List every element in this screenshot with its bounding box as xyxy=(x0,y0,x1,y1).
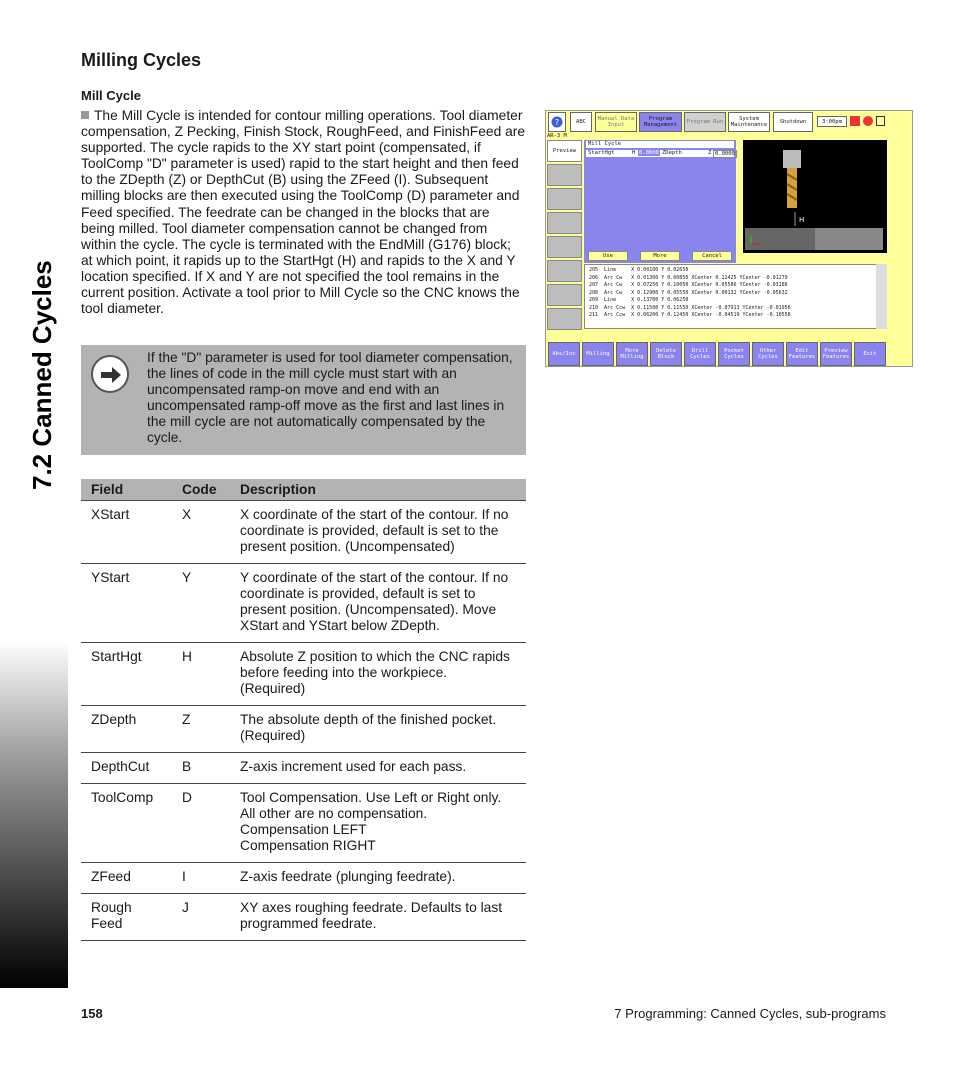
code-listing[interactable] xyxy=(584,264,887,329)
zdepth-code: Z xyxy=(708,150,712,156)
status-text: AR-3 M xyxy=(547,133,567,139)
dialog-title: Mill Cycle xyxy=(586,141,734,148)
body-paragraph xyxy=(81,108,526,317)
table-cell-code: B xyxy=(172,752,230,783)
starthgt-label: StartHgt xyxy=(588,150,615,156)
table-cell-field: StartHgt xyxy=(81,642,172,705)
softkey-preview-features[interactable]: Preview Features xyxy=(820,342,852,366)
alarm-icon xyxy=(863,116,873,126)
cnc-screenshot xyxy=(545,110,913,367)
code-line[interactable]: 211 Arc Ccw X 0.06200 Y 0.12450 XCenter -0.04519 YCenter -0.10558 xyxy=(589,312,791,318)
table-row xyxy=(81,752,526,783)
clock-display: 3:00pm xyxy=(817,116,847,127)
table-cell-field: DepthCut xyxy=(81,752,172,783)
note-box xyxy=(81,345,526,455)
side-tab xyxy=(0,0,68,988)
body-paragraph-text: The Mill Cycle is intended for contour milling operations. Tool diameter compensation, Z Pecking, Finish Stock, RoughFeed, and FinishFeed are supported. The cycle rapids to the XY start point (compensated, if ToolComp "D" parameter is used) rapid to the start height and then feed to the ZDepth (Z) or DepthCut (B) using the ZFeed (I). Subsequent milling blocks are then executed using the ToolComp (D) parameter and Feed specified. The feedrate can be changed in the blocks that are being milled. Tool diameter compensation cannot be changed from within the cycle. The cycle is terminated with the EndMill (G176) block; at which point, it rapids up to the StartHgt (H) and rapids to the X and Y location specified. If X and Y are not specified the tool remains in the current position. Activate a tool prior to Mill Cycle so the CNC knows the tool diameter. xyxy=(81,108,526,317)
table-cell-code: Y xyxy=(172,563,230,642)
table-cell-desc: X coordinate of the start of the contour. If no coordinate is provided, default is set to the present position. (Uncompensated) xyxy=(230,500,526,563)
table-cell-code: D xyxy=(172,783,230,862)
code-line[interactable]: 210 Arc Ccw X 0.11500 Y 0.11550 XCenter -0.07913 YCenter -0.01956 xyxy=(589,304,791,311)
table-cell-code: J xyxy=(172,893,230,940)
mill-cycle-dialog xyxy=(584,140,736,263)
mill-icon-tab-4[interactable] xyxy=(547,236,582,258)
table-row xyxy=(81,500,526,563)
softkey-drill-cycles[interactable]: Drill Cycles xyxy=(684,342,716,366)
mill-icon-tab-1[interactable] xyxy=(547,164,582,186)
chapter-footer: 7 Programming: Canned Cycles, sub-programs xyxy=(614,1006,886,1021)
softkey-edit-features[interactable]: Edit Features xyxy=(786,342,818,366)
header-field: Field xyxy=(81,479,172,500)
abc-button[interactable]: ABC xyxy=(570,112,592,132)
section-subtitle: Mill Cycle xyxy=(81,88,141,103)
help-button[interactable] xyxy=(548,112,566,132)
table-cell-desc: Z-axis increment used for each pass. xyxy=(230,752,526,783)
header-description: Description xyxy=(230,479,526,500)
zdepth-input[interactable]: 0.0000 xyxy=(715,151,735,157)
table-cell-field: ZFeed xyxy=(81,862,172,893)
bullet-icon xyxy=(81,111,89,119)
table-row xyxy=(81,783,526,862)
softkey-other-cycles[interactable]: Other Cycles xyxy=(752,342,784,366)
side-tab-title: 7.2 Canned Cycles xyxy=(27,260,57,490)
zdepth-label: ZDepth xyxy=(662,150,682,156)
lock-icon xyxy=(876,116,885,126)
page-number: 158 xyxy=(81,1006,103,1021)
table-cell-code: H xyxy=(172,642,230,705)
code-line[interactable]: 209 Line X 0.13700 Y 0.06250 xyxy=(589,297,689,303)
code-line[interactable]: 205 Line X 0.00100 Y 0.02650 xyxy=(589,267,689,273)
table-row xyxy=(81,705,526,752)
shutdown-button[interactable]: Shutdown xyxy=(773,112,813,132)
diamond-icon-tab-1[interactable] xyxy=(547,260,582,282)
edit-icon-tab[interactable] xyxy=(547,308,582,330)
starthgt-code: H xyxy=(632,150,636,156)
help-icon xyxy=(551,116,563,128)
table-cell-desc: Z-axis feedrate (plunging feedrate). xyxy=(230,862,526,893)
table-cell-code: Z xyxy=(172,705,230,752)
code-line[interactable]: 207 Arc Cw X 0.07250 Y 0.10050 XCenter 0.05586 YCenter -0.03186 xyxy=(589,282,788,288)
code-line[interactable]: 208 Arc Cw X 0.12900 Y 0.05550 XCenter 0.00132 YCenter -0.05632 xyxy=(589,289,788,296)
table-cell-code: I xyxy=(172,862,230,893)
table-cell-field: Rough Feed xyxy=(81,893,172,940)
system-maintenance-button[interactable]: System Maintenance xyxy=(728,112,770,132)
tool-preview-viewer xyxy=(743,140,887,253)
dialog-field-row xyxy=(586,150,734,157)
softkey-delete-block[interactable]: Delete Block xyxy=(650,342,682,366)
header-code: Code xyxy=(172,479,230,500)
diamond-icon-tab-2[interactable] xyxy=(547,284,582,306)
table-cell-desc: XY axes roughing feedrate. Defaults to last programmed feedrate. xyxy=(230,893,526,940)
note-text: If the "D" parameter is used for tool diameter compensation, the lines of code in the mill cycle must start with an uncompensated ramp-on move and end with an uncompensated ramp-off move as the first and last lines in the mill cycle are not automatically compensated by the cycle. xyxy=(147,350,513,446)
table-header-row xyxy=(81,479,526,500)
table-cell-desc: Tool Compensation. Use Left or Right only. All other are no compensation. Compensation LEFT Compensation RIGHT xyxy=(230,783,526,862)
table-row xyxy=(81,563,526,642)
table-row xyxy=(81,862,526,893)
preview-tab[interactable]: Preview xyxy=(547,140,582,162)
program-management-button[interactable]: Program Management xyxy=(639,112,682,132)
mill-icon-tab-3[interactable] xyxy=(547,212,582,234)
table-cell-field: XStart xyxy=(81,500,172,563)
table-row xyxy=(81,642,526,705)
section-title: Milling Cycles xyxy=(81,50,202,70)
svg-text:?: ? xyxy=(554,118,560,127)
estop-icon xyxy=(850,116,860,126)
softkey-more-milling[interactable]: More Milling xyxy=(616,342,648,366)
table-cell-desc: The absolute depth of the finished pocket. (Required) xyxy=(230,705,526,752)
starthgt-input[interactable]: 0.0000 xyxy=(639,150,659,156)
softkey-pocket-cycles[interactable]: Pocket Cycles xyxy=(718,342,750,366)
table-cell-code: X xyxy=(172,500,230,563)
softkey-abs-inc[interactable]: Abs/Inc xyxy=(548,342,580,366)
svg-text:H: H xyxy=(799,216,805,224)
code-scrollbar[interactable] xyxy=(876,264,887,329)
cancel-button[interactable]: Cancel xyxy=(692,251,732,261)
code-line[interactable]: 206 Arc Cw X 0.01300 Y 0.00850 XCenter 0.12425 YCenter -0.01279 xyxy=(589,274,788,281)
table-cell-desc: Absolute Z position to which the CNC rapids before feeding into the workpiece. (Required) xyxy=(230,642,526,705)
more-button[interactable]: More xyxy=(640,251,680,261)
mill-icon-tab-2[interactable] xyxy=(547,188,582,210)
table-row xyxy=(81,893,526,940)
use-button[interactable]: Use xyxy=(588,251,628,261)
parameter-table xyxy=(81,479,526,941)
manual-data-input-button[interactable]: Manual Data Input xyxy=(595,112,637,132)
softkey-exit[interactable]: Exit xyxy=(854,342,886,366)
table-cell-field: YStart xyxy=(81,563,172,642)
arrow-right-icon xyxy=(91,355,129,393)
table-cell-field: ToolComp xyxy=(81,783,172,862)
table-cell-desc: Y coordinate of the start of the contour. If no coordinate is provided, default is set to present position. (Uncompensated). Move XStart and YStart below ZDepth. xyxy=(230,563,526,642)
endmill-drawing xyxy=(743,140,887,253)
table-cell-field: ZDepth xyxy=(81,705,172,752)
program-run-button[interactable]: Program Run xyxy=(684,112,726,132)
softkey-milling[interactable]: Milling xyxy=(582,342,614,366)
